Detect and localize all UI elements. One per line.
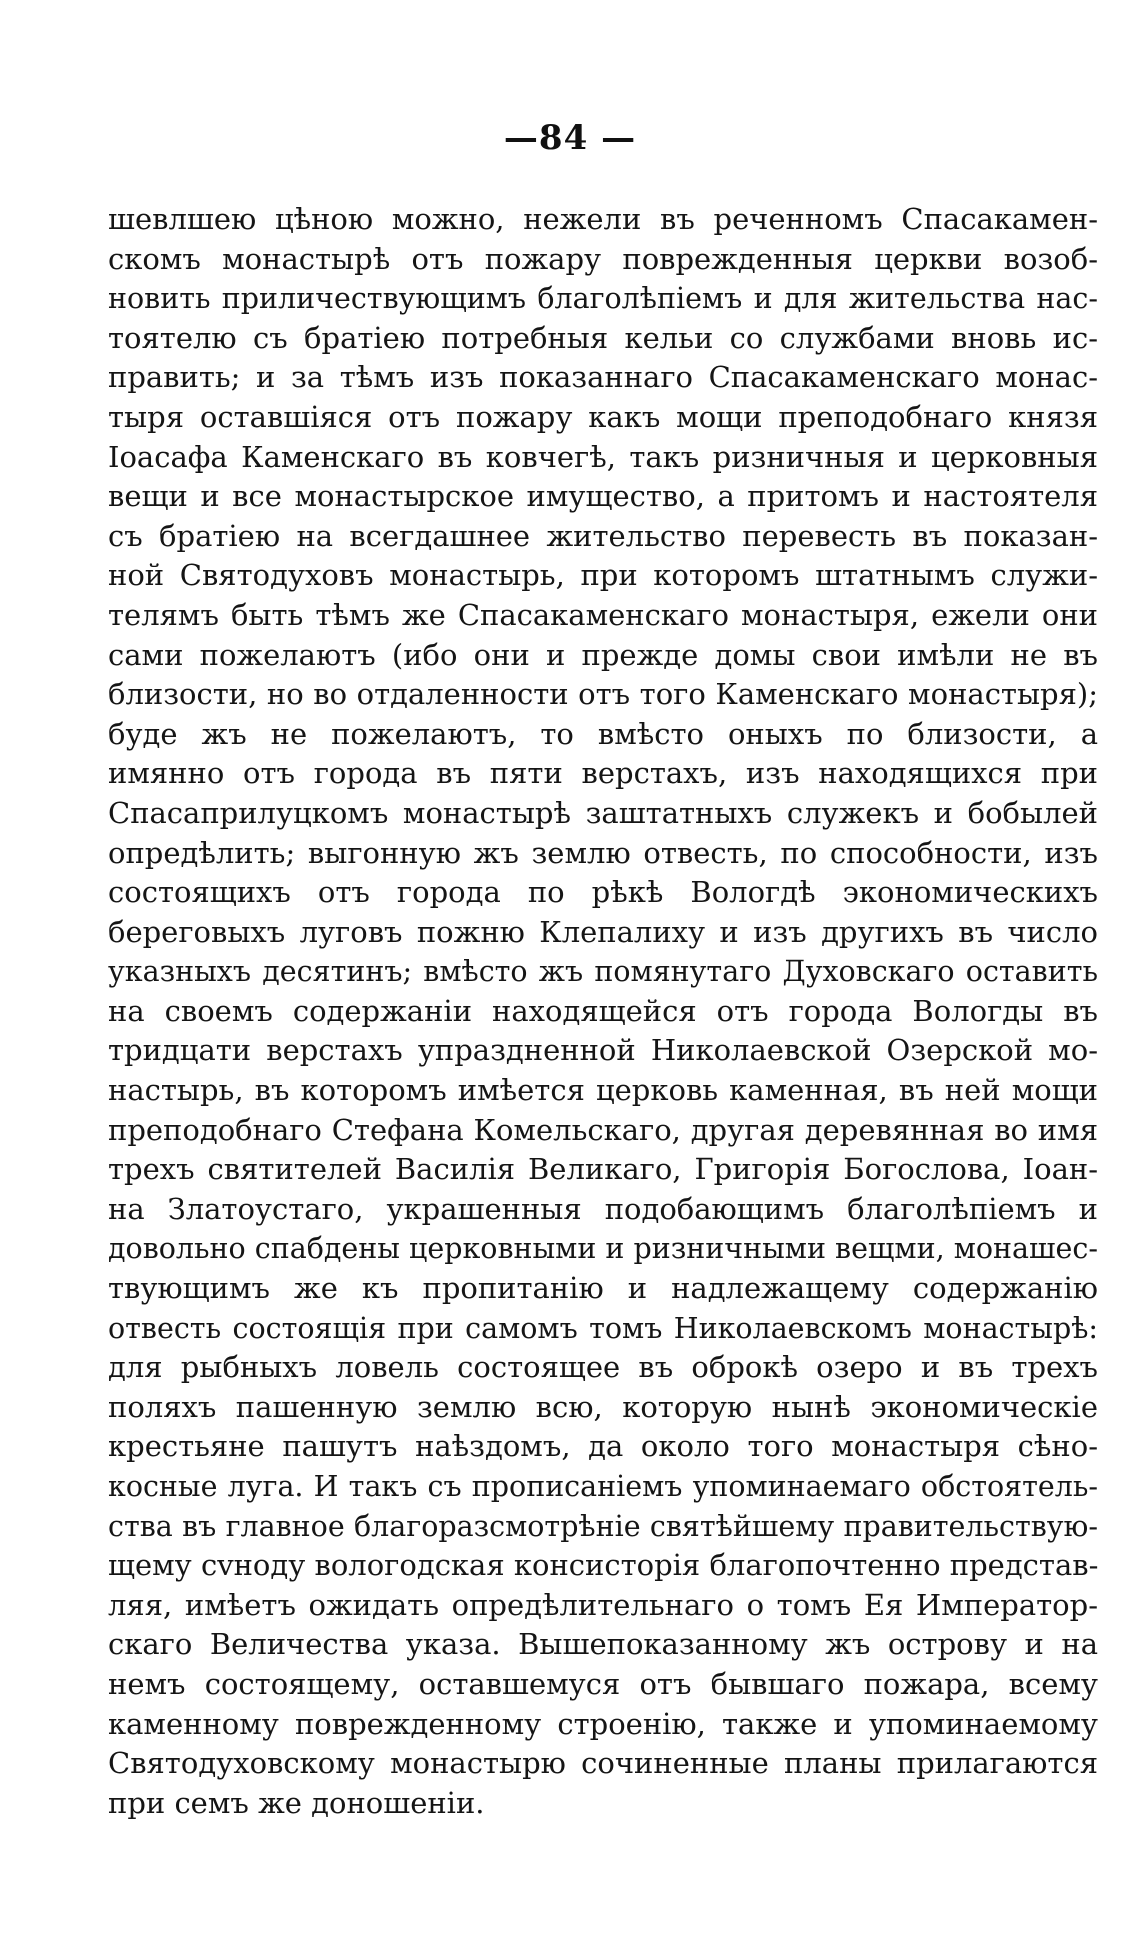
text-line: близости, но во отдаленности отъ того Каменскаго монастыря); — [108, 677, 1098, 712]
text-line: новить приличествующимъ благолѣпіемъ и для жительства нас- — [108, 282, 1098, 316]
text-line: телямъ быть тѣмъ же Спасакаменскаго монастыря, ежели они — [108, 597, 1098, 632]
text-line: Спасаприлуцкомъ монастырѣ заштатныхъ служекъ и бобылей — [108, 795, 1098, 830]
text-line: поляхъ пашенную землю всю, которую нынѣ экономическіе — [108, 1389, 1098, 1424]
text-line: крестьяне пашутъ наѣздомъ, да около того монастыря сѣно- — [108, 1429, 1098, 1464]
body-text — [108, 200, 1098, 1823]
text-line: на Златоустаго, украшенныя подобающимъ благолѣпіемъ и — [108, 1191, 1098, 1226]
page-number: —84 — — [503, 118, 637, 158]
text-line: при семъ же доношеніи. — [108, 1785, 485, 1820]
text-line: ства въ главное благоразсмотрѣніе святѣйшему правительствую- — [108, 1509, 1098, 1543]
text-line: указныхъ десятинъ; вмѣсто жъ помянутаго Духовскаго оставить — [108, 955, 1098, 989]
text-line: на своемъ содержаніи находящейся отъ города Вологды въ — [108, 993, 1098, 1028]
text-line: трехъ святителей Василія Великаго, Григорія Богослова, Іоан- — [108, 1152, 1098, 1187]
text-line: немъ состоящему, оставшемуся отъ бывшаго пожара, всему — [108, 1666, 1098, 1701]
text-line: ной Святодуховъ монастырь, при которомъ штатнымъ служи- — [108, 558, 1098, 593]
text-line: ляя, имѣетъ ожидать опредѣлительнаго о томъ Ея Император- — [108, 1587, 1098, 1622]
text-line: береговыхъ луговъ пожню Клепалиху и изъ другихъ въ число — [108, 914, 1098, 949]
text-line: каменному поврежденному строенію, также и упоминаемому — [108, 1706, 1098, 1741]
text-line: довольно спабдены церковными и ризничными вещми, монашес- — [108, 1232, 1098, 1266]
text-line: тыря оставшіяся отъ пожару какъ мощи преподобнаго князя — [108, 399, 1098, 434]
text-line: скаго Величества указа. Вышепоказанному жъ острову и на — [108, 1627, 1098, 1662]
text-line: косные луга. И такъ съ прописаніемъ упоминаемаго обстоятель- — [108, 1470, 1098, 1503]
text-line: отвесть состоящія при самомъ томъ Николаевскомъ монастырѣ: — [108, 1311, 1098, 1345]
text-line: преподобнаго Стефана Комельскаго, другая деревянная во имя — [108, 1112, 1098, 1147]
text-line: состоящихъ отъ города по рѣкѣ Вологдѣ экономическихъ — [108, 875, 1098, 910]
text-line: опредѣлить; выгонную жъ землю отвесть, по способности, изъ — [108, 835, 1098, 870]
text-line: для рыбныхъ ловель состоящее въ оброкѣ озеро и въ трехъ — [108, 1350, 1098, 1385]
text-line: вещи и все монастырское имущество, а притомъ и настоятеля — [108, 479, 1098, 514]
text-line: Святодуховскому монастырю сочиненные планы прилагаются — [108, 1746, 1098, 1781]
text-line: съ братіею на всегдашнее жительство перевесть въ показан- — [108, 518, 1098, 553]
text-line: настырь, въ которомъ имѣется церковь каменная, въ ней мощи — [108, 1073, 1098, 1108]
text-line: тридцати верстахъ упраздненной Николаевской Озерской мо- — [108, 1033, 1098, 1068]
text-line: щему сvноду вологодская консисторія благопочтенно представ- — [108, 1548, 1099, 1583]
text-line: тоятелю съ братіею потребныя кельи со службами вновь ис- — [108, 320, 1098, 355]
text-line: Іоасафа Каменскаго въ ковчегѣ, такъ ризничныя и церковныя — [108, 439, 1098, 474]
text-line: скомъ монастырѣ отъ пожару поврежденныя церкви возоб- — [108, 241, 1098, 276]
text-line: править; и за тѣмъ изъ показаннаго Спасакаменскаго монас- — [108, 360, 1098, 395]
text-line: шевлшею цѣною можно, нежели въ реченномъ Спасакамен- — [108, 202, 1098, 236]
text-line: буде жъ не пожелаютъ, то вмѣсто оныхъ по близости, а — [108, 716, 1098, 751]
text-line: сами пожелаютъ (ибо они и прежде домы свои имѣли не въ — [108, 637, 1098, 672]
text-line: твующимъ же къ пропитанію и надлежащему содержанію — [108, 1271, 1098, 1306]
text-line: имянно отъ города въ пяти верстахъ, изъ находящихся при — [108, 756, 1098, 791]
